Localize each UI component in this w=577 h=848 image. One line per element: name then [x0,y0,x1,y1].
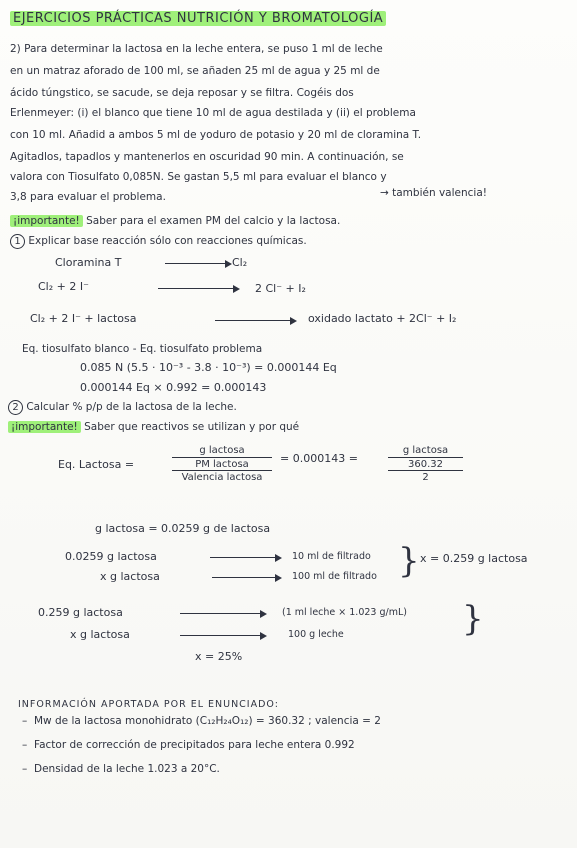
fraction-numerator: g lactosa [402,445,449,456]
problem-line: con 10 ml. Añadid a ambos 5 ml de yoduro de potasio y 20 ml de cloramina T. [10,129,422,141]
reaction-2-right: 2 Cl⁻ + I₂ [255,282,306,295]
problem-line: valora con Tiosulfato 0,085N. Se gastan 5,5 ml para evaluar el blanco y [10,171,387,183]
fraction-1 [172,445,272,483]
info-item [22,714,381,728]
proportion-left: 0.259 g lactosa [38,606,123,619]
equation-lhs: Eq. Lactosa = [58,458,135,471]
page-title [10,12,386,26]
reaction-3-left: Cl₂ + 2 I⁻ + lactosa [30,312,137,325]
task-1 [10,234,307,249]
proportion-left: 0.0259 g lactosa [65,550,157,563]
reaction-arrow [165,263,230,264]
right-brace: } [462,599,484,639]
result-line: g lactosa = 0.0259 g de lactosa [95,522,271,535]
proportion-arrow [180,635,265,636]
problem-line: ácido túngstico, se sacude, se deja reposar y se filtra. Cogéis dos [10,87,354,99]
problem-line: 3,8 para evaluar el problema. [10,191,166,203]
reaction-arrow [215,320,295,321]
bullet-dash: – [22,739,28,751]
proportion-left: x g lactosa [70,628,130,641]
fraction-denominator: 2 [422,472,429,483]
fraction-numerator: g lactosa [199,445,245,456]
important-highlight: ¡importante! [8,421,81,433]
info-item [22,762,220,776]
fraction-denominator: Valencia lactosa [181,472,263,483]
proportion-result: x = 25% [195,650,243,663]
problem-line: 2) Para determinar la lactosa en la leche entera, se puso 1 ml de leche [10,43,383,55]
reaction-1-right: Cl₂ [232,256,248,269]
important-note [8,420,299,434]
proportion-arrow [212,577,280,578]
right-brace: } [398,541,420,581]
reaction-arrow [158,288,238,289]
important-highlight: ¡importante! [10,215,83,227]
proportion-arrow [180,613,265,614]
task-number: 2 [8,400,23,415]
bullet-dash: – [22,763,28,775]
task-number: 1 [10,234,25,249]
important-text: Saber que reactivos se utilizan y por qué [84,421,300,433]
problem-note: → también valencia! [380,187,487,199]
problem-line: Erlenmeyer: (i) el blanco que tiene 10 ml de agua destilada y (ii) el problema [10,107,416,119]
proportion-right: 100 ml de filtrado [292,571,377,582]
proportion-right: 100 g leche [288,629,344,640]
proportion-right: (1 ml leche × 1.023 g/mL) [282,607,407,618]
task-2 [8,400,237,415]
info-item-text: Mw de la lactosa monohidrato (C₁₂H₂₄O₁₂) = 360.32 ; valencia = 2 [34,715,381,727]
reaction-1-left: Cloramina T [55,256,122,269]
important-note [10,214,340,228]
info-heading: INFORMACIÓN APORTADA POR EL ENUNCIADO: [18,699,279,710]
proportion-result: x = 0.259 g lactosa [420,552,528,565]
bullet-dash: – [22,715,28,727]
fraction-2 [388,445,463,483]
calc-line: 0.085 N (5.5 · 10⁻³ - 3.8 · 10⁻³) = 0.000144 Eq [80,361,337,374]
reaction-2-left: Cl₂ + 2 I⁻ [38,280,89,293]
fraction-middle: 360.32 [408,459,443,470]
proportion-right: 10 ml de filtrado [292,551,371,562]
task-text: Explicar base reacción sólo con reacciones químicas. [28,235,307,247]
task-text: Calcular % p/p de la lactosa de la leche. [26,401,237,413]
info-item-text: Factor de corrección de precipitados para leche entera 0.992 [34,739,355,751]
proportion-left: x g lactosa [100,570,160,583]
problem-line: Agitadlos, tapadlos y mantenerlos en oscuridad 90 min. A continuación, se [10,151,404,163]
fraction-middle: PM lactosa [195,459,249,470]
info-item-text: Densidad de la leche 1.023 a 20°C. [34,763,220,775]
info-item [22,738,355,752]
equation-value: = 0.000143 = [280,452,358,465]
title-highlight: EJERCICIOS PRÁCTICAS NUTRICIÓN Y BROMATOLOGÍA [10,11,386,26]
proportion-arrow [210,557,280,558]
reaction-3-right: oxidado lactato + 2Cl⁻ + I₂ [308,312,457,325]
calc-line: 0.000144 Eq × 0.992 = 0.000143 [80,381,267,394]
important-text: Saber para el examen PM del calcio y la lactosa. [86,215,341,227]
problem-line: en un matraz aforado de 100 ml, se añaden 25 ml de agua y 25 ml de [10,65,380,77]
calc-line: Eq. tiosulfato blanco - Eq. tiosulfato problema [22,343,263,355]
